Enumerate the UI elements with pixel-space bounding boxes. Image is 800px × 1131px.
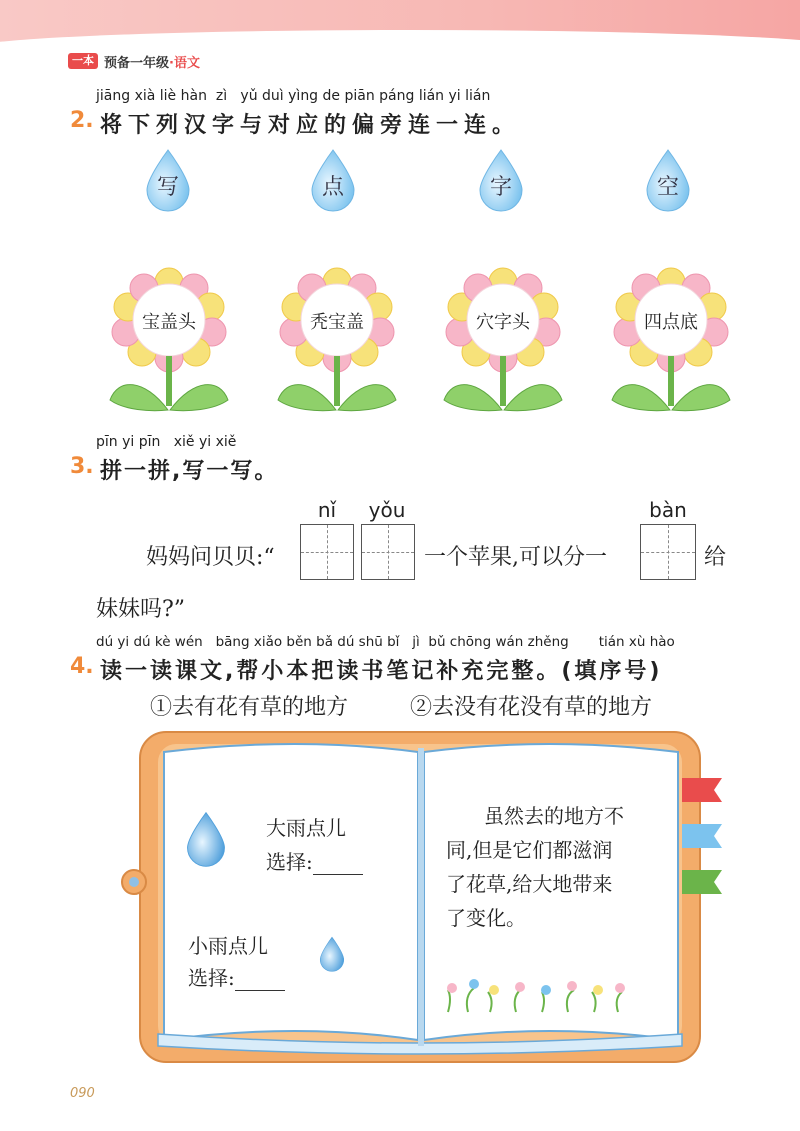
q3-sentence-part2: 一个苹果,可以分一 xyxy=(424,545,607,570)
page-number: 090 xyxy=(70,1086,95,1101)
flower-icon xyxy=(606,260,736,420)
header-title xyxy=(104,52,200,71)
flower-radical-2[interactable] xyxy=(272,260,402,420)
q4-pinyin: dú yi dú kè wén bāng xiǎo běn bǎ dú shū bǐ jì bǔ chōng wán zhěng tián xù hào xyxy=(96,634,675,650)
q2-pinyin: jiāng xià liè hàn zì yǔ duì yìng de piān páng lián yi lián xyxy=(96,88,491,104)
q2-instruction: 将下列汉字与对应的偏旁连一连。 xyxy=(100,113,521,138)
drop-char-label: 字 xyxy=(489,175,512,200)
option-2: ②去没有花没有草的地方 xyxy=(410,695,653,720)
q4-number: 4. xyxy=(70,654,94,679)
small-drop-choice xyxy=(188,962,285,991)
big-water-drop-icon xyxy=(184,810,228,868)
q3-sentence-part1: 妈妈问贝贝:“ xyxy=(146,545,275,570)
summary-line-2: 同,但是它们都滋润 xyxy=(446,838,613,862)
choose-label: 选择: xyxy=(266,850,313,874)
q3-sentence-part3: 给 xyxy=(704,545,727,570)
radical-label: 穴字头 xyxy=(476,312,530,333)
summary-line-1: 虽然去的地方不 xyxy=(484,804,624,828)
small-drop-answer-blank[interactable] xyxy=(235,970,285,991)
tianzige-box-ni[interactable] xyxy=(300,524,354,580)
header-title-main: 预备一年级 xyxy=(104,56,170,71)
drop-char-1[interactable] xyxy=(143,148,193,216)
summary-line-4: 了变化。 xyxy=(446,906,526,930)
drop-char-label: 点 xyxy=(321,175,344,200)
drop-char-4[interactable] xyxy=(643,148,693,216)
radical-label: 秃宝盖 xyxy=(310,312,364,333)
q4-instruction: 读一读课文,帮小本把读书笔记补充完整。(填序号) xyxy=(100,659,663,684)
small-drop-label: 小雨点儿 xyxy=(188,934,268,958)
tianzige-box-ban[interactable] xyxy=(640,524,696,580)
box-pinyin-ni: nǐ xyxy=(317,498,337,522)
header-title-sub: 语文 xyxy=(173,56,200,71)
radical-label: 宝盖头 xyxy=(142,312,196,333)
big-drop-answer-blank[interactable] xyxy=(313,854,363,875)
flower-radical-3[interactable] xyxy=(438,260,568,420)
flower-icon xyxy=(104,260,234,420)
choose-label: 选择: xyxy=(188,966,235,990)
q3-instruction: 拼一拼,写一写。 xyxy=(100,459,279,484)
flower-icon xyxy=(438,260,568,420)
open-book-illustration xyxy=(118,722,726,1070)
big-drop-choice xyxy=(266,846,363,875)
summary-line-3: 了花草,给大地带来 xyxy=(446,872,613,896)
q3-pinyin: pīn yi pīn xiě yi xiě xyxy=(96,434,237,450)
flower-icon xyxy=(272,260,402,420)
box-pinyin-ban: bàn xyxy=(649,498,687,522)
radical-label: 四点底 xyxy=(644,312,698,333)
q3-sentence-line2: 妹妹吗?” xyxy=(96,597,186,622)
drop-char-label: 空 xyxy=(656,175,679,200)
drop-char-3[interactable] xyxy=(476,148,526,216)
drop-char-label: 写 xyxy=(156,175,179,200)
option-1: ①去有花有草的地方 xyxy=(150,695,349,720)
q3-number: 3. xyxy=(70,454,94,479)
book-tag: 一本 xyxy=(68,53,98,69)
header-title-sep: · xyxy=(169,56,174,71)
flower-radical-1[interactable] xyxy=(104,260,234,420)
small-water-drop-icon xyxy=(318,935,346,973)
flower-radical-4[interactable] xyxy=(606,260,736,420)
big-drop-label: 大雨点儿 xyxy=(266,816,346,840)
box-pinyin-you: yǒu xyxy=(368,498,406,522)
q2-number: 2. xyxy=(70,108,94,133)
drop-char-2[interactable] xyxy=(308,148,358,216)
tianzige-box-you[interactable] xyxy=(361,524,415,580)
